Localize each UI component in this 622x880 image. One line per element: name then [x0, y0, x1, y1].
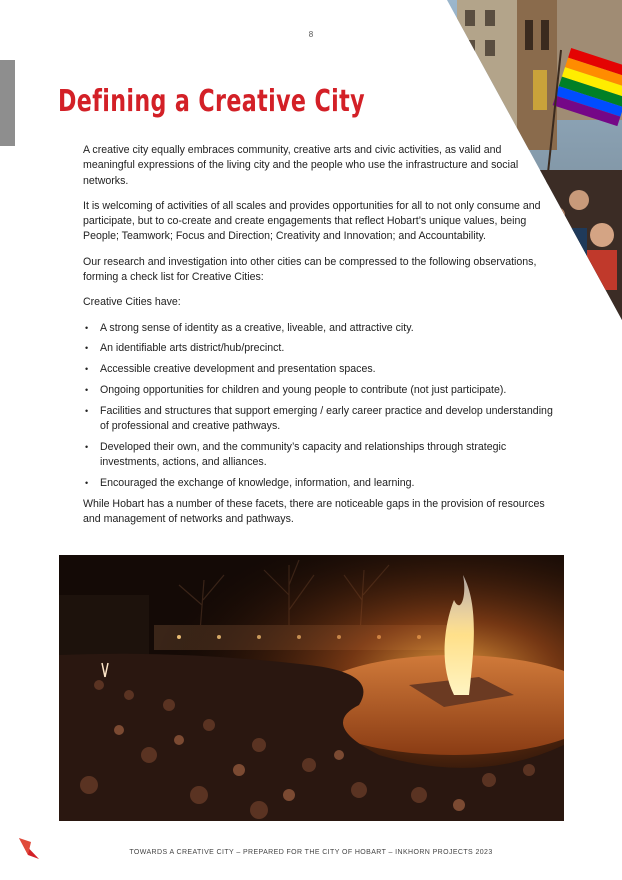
- list-item: • Developed their own, and the community’s capacity and relationships through strategic investments, actions, and alliances.: [83, 440, 558, 471]
- list-item: • An identifiable arts district/hub/precinct.: [83, 341, 558, 356]
- list-item: • Ongoing opportunities for children and young people to contribute (not just participate).: [83, 383, 558, 398]
- list-item: • Accessible creative development and presentation spaces.: [83, 362, 558, 377]
- closing-paragraph: While Hobart has a number of these facets, there are noticeable gaps in the provision of resources and management of networks and pathways.: [83, 497, 545, 526]
- page-number: 8: [308, 30, 314, 39]
- side-tab-marker: [0, 60, 15, 146]
- body-text: [83, 143, 558, 537]
- paragraph: A creative city equally embraces community, creative arts and civic activities, as valid and meaningful expressions of the living city and the people who use the infrastructure and social networks.: [83, 144, 519, 187]
- bonfire-crowd-photo: [59, 555, 564, 821]
- list-intro: Creative Cities have:: [83, 296, 181, 309]
- page-footer: TOWARDS A CREATIVE CITY – PREPARED FOR THE CITY OF HOBART – INKHORN PROJECTS 2023: [129, 849, 493, 856]
- list-item: • Encouraged the exchange of knowledge, information, and learning.: [83, 476, 558, 491]
- page-title: Defining a Creative City: [58, 84, 365, 119]
- paragraph: It is welcoming of activities of all scales and provides opportunities for all to not only consume and participate, but to co-create and create engagements that reflect Hobart’s unique values, being People; Teamwork; Focus and Direction; Creativity and Innovation; and Accountability.: [83, 199, 541, 243]
- list-item: • Facilities and structures that support emerging / early career practice and develop understanding of professional and creative pathways.: [83, 404, 558, 435]
- creative-cities-list: [83, 321, 558, 492]
- paragraph: Our research and investigation into other cities can be compressed to the following observations, forming a check list for Creative Cities:: [83, 255, 537, 284]
- list-item: • A strong sense of identity as a creative, liveable, and attractive city.: [83, 321, 558, 336]
